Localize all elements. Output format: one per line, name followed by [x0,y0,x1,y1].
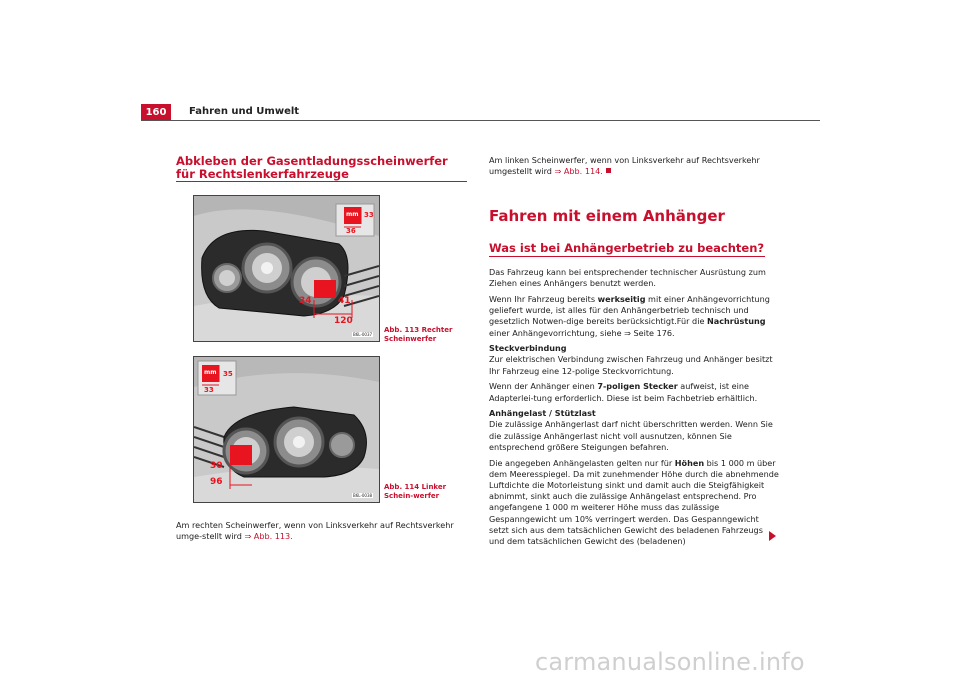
next-page-arrow-icon[interactable] [769,531,776,541]
inline-heading: Steckverbindung [489,343,567,354]
inline-heading: Anhängelast / Stützlast [489,408,596,419]
figure-code: B6L-0037 [353,332,373,337]
dimension-label: 96 [210,477,223,487]
paragraph: Die angegeben Anhängelasten gelten nur für Höhen bis 1 000 m über dem Meeresspiegel. Da mit zunehmender Höhe durch die abnehmende Luftdichte die Motorleistung sinkt und damit auch die Steigfähigkeit abnimmt, sinkt auch die zulässige Anhängelast entsprechend. Pro angefangene 1 000 m weiterer Höhe muss das zulässige Gespanngewicht um 10% verringert werden. Das Gespanngewicht setzt sich aus dem tatsächlichen Gewicht des beladenen Fahrzeugs und dem tatsächlichen Gewicht des (beladenen) [489,457,779,546]
figure-link[interactable]: ⇒ Abb. 114. [554,166,603,177]
figure-link[interactable]: ⇒ Abb. 113. [244,531,293,542]
dimension-label: 30 [210,461,223,471]
page-number: 160 [141,104,171,121]
dimension-label: 35 [223,370,233,378]
figure-caption: Abb. 114 Linker Schein-werfer [384,483,447,500]
paragraph-right-headlight: Am rechten Scheinwerfer, wenn von Linksverkehr auf Rechtsverkehr umge-stellt wird ⇒ Abb. 113. [176,520,454,542]
section-title-trailer: Was ist bei Anhängerbetrieb zu beachten? [489,241,765,255]
paragraph-left-headlight: Am linken Scheinwerfer, wenn von Linksverkehr auf Rechtsverkehr umgestellt wird ⇒ Abb. 114. [489,155,760,177]
dimension-label: 41 [338,296,351,306]
paragraph: Das Fahrzeug kann bei entsprechender technischer Ausrüstung zum Ziehen eines Anhängers benutzt werden. [489,267,766,289]
paragraph: Wenn Ihr Fahrzeug bereits werkseitig mit einer Anhängevorrichtung geliefert wurde, ist alles für den Anhängerbetrieb technisch und gesetzlich Notwen-dige bereits berücksichtigt.Für die Nachrüstung einer Anhängevorrichtung, siehe ⇒ Seite 176. [489,293,770,338]
paragraph: Anhängelast / Stützlast Die zulässige Anhängerlast darf nicht überschritten werden. Wenn Sie die zulässige Anhängerlast nicht voll ausnutzen, können Sie entsprechend größere Steigungen befahren. [489,408,773,452]
figure-caption: Abb. 113 Rechter Scheinwerfer [384,326,453,343]
dimension-label: 33 [364,211,374,219]
paragraph: Wenn der Anhänger einen 7-poligen Stecker aufweist, ist eine Adapterlei-tung erforderlich. Diese ist beim Fachbetrieb erhältlich. [489,381,758,403]
dimension-label: 33 [204,386,214,394]
header-rule [141,120,820,121]
end-marker [606,168,611,173]
dimension-label: 34 [299,296,312,306]
trailer-text-block [489,267,779,552]
section-title-rule [489,256,765,257]
chapter-heading: Fahren mit einem Anhänger [489,207,725,225]
paragraph: Steckverbindung Zur elektrischen Verbindung zwischen Fahrzeug und Anhänger besitzt Ihr Fahrzeug eine 12-polige Steckvorrichtung. [489,343,773,376]
watermark: carmanualsonline.info [535,648,805,676]
figure-left-headlight [193,356,380,503]
unit-label: mm [346,211,359,218]
figure-right-headlight [193,195,380,342]
dimension-label: 120 [334,316,353,326]
dimension-label: 36 [346,227,356,235]
section-title-headlight: Abkleben der Gasentladungsscheinwerfer für Rechtslenkerfahrzeuge [176,154,448,181]
figure-code: B6L-0038 [353,493,373,498]
unit-label: mm [204,369,217,376]
running-header-title: Fahren und Umwelt [189,106,300,117]
section-title-rule [176,181,467,182]
